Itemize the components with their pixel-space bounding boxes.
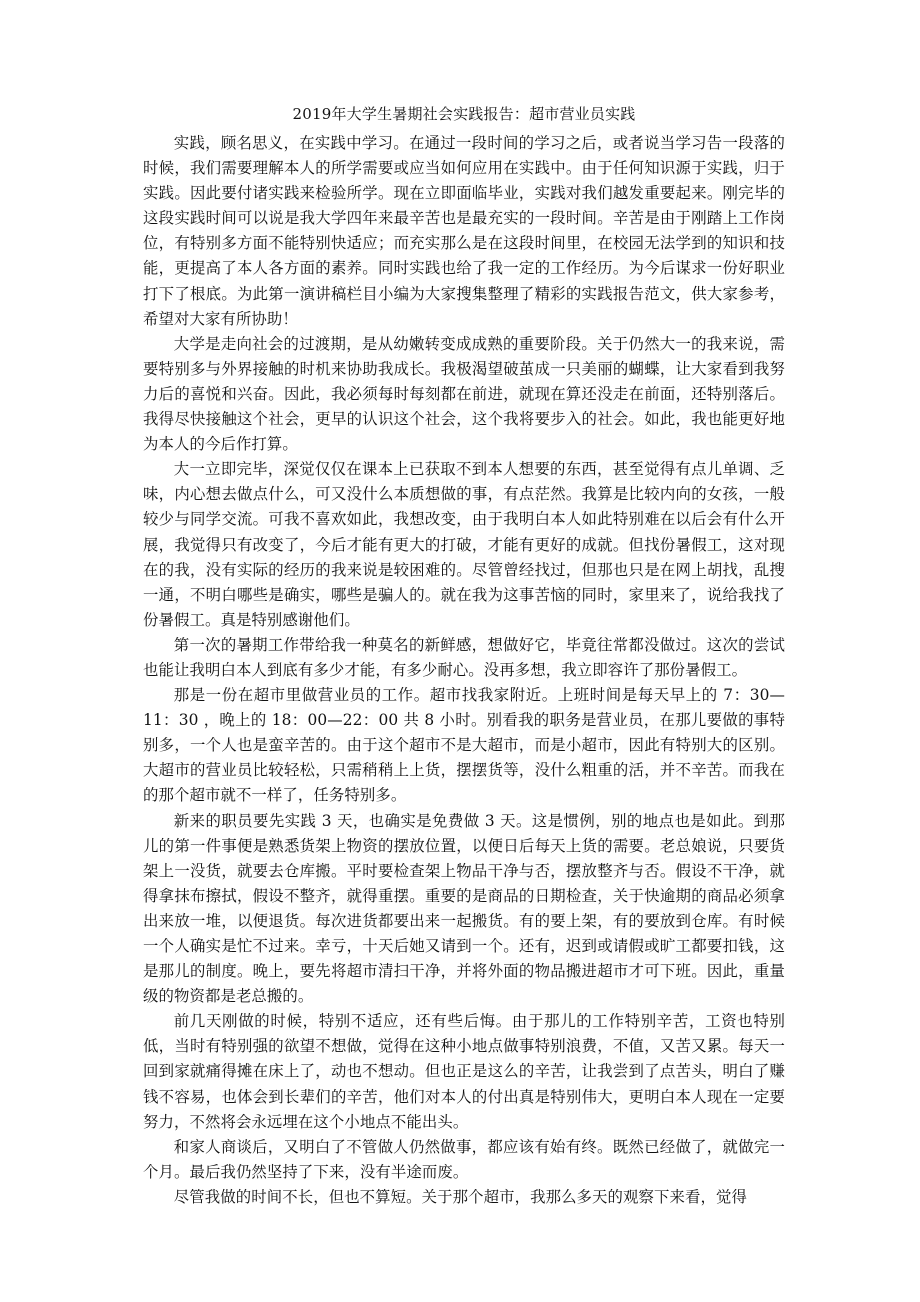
- document-title: 2019年大学生暑期社会实践报告：超市营业员实践: [292, 105, 636, 123]
- paragraph-8: 和家人商谈后，又明白了不管做人仍然做事，都应该有始有终。既然已经做了，就做完一个月。最后我仍然坚持了下来，没有半途而废。: [143, 1137, 785, 1181]
- paragraph-6: 新来的职员要先实践 3 天，也确实是免费做 3 天。这是惯例，别的地点也是如此。到那儿的第一件事便是熟悉货架上物资的摆放位置，以便日后每天上货的需要。老总娘说，只要货架上一没货，就要去仓库搬。平时要检查架上物品干净与否，摆放整齐与否。假设不干净，就得拿抹布擦拭，假设不整齐，就得重摆。重要的是商品的日期检查，关于快逾期的商品必须拿出来放一堆，以便退货。每次进货都要出来一起搬货。有的要上架，有的要放到仓库。有时候一个人确实是忙不过来。幸亏，十天后她又请到一个。还有，迟到或请假或旷工都要扣钱，这是那儿的制度。晚上，要先将超市清扫干净，并将外面的物品搬进超市才可下班。因此，重量级的物资都是老总搬的。: [143, 811, 785, 1006]
- paragraph-9: 尽管我做的时间不长，但也不算短。关于那个超市，我那么多天的观察下来看，觉得: [173, 1187, 747, 1206]
- document-page: [143, 104, 785, 1210]
- paragraph-3: 大一立即完毕，深觉仅仅在课本上已获取不到本人想要的东西，甚至觉得有点儿单调、乏味，内心想去做点什么，可又没什么本质想做的事，有点茫然。我算是比较内向的女孩，一般较少与同学交流。可我不喜欢如此，我想改变，由于我明白本人如此特别难在以后会有什么开展，我觉得只有改变了，今后才能有更大的打破，才能有更好的成就。但找份暑假工，这对现在的我，没有实际的经历的我来说是较困难的。尽管曾经找过，但那也只是在网上胡找，乱搜一通，不明白哪些是确实，哪些是骗人的。就在我为这事苦恼的同时，家里来了，说给我找了份暑假工。真是特别感谢他们。: [143, 460, 785, 629]
- paragraph-2: 大学是走向社会的过渡期，是从幼嫩转变成成熟的重要阶段。关于仍然大一的我来说，需要特别多与外界接触的时机来协助我成长。我极渴望破茧成一只美丽的蝴蝶，让大家看到我努力后的喜悦和兴奋。因此，我必须每时每刻都在前进，就现在算还没走在前面，还特别落后。我得尽快接触这个社会，更早的认识这个社会，这个我将要步入的社会。如此，我也能更好地为本人的今后作打算。: [143, 334, 785, 454]
- paragraph-1: 实践，顾名思义，在实践中学习。在通过一段时间的学习之后，或者说当学习告一段落的时候，我们需要理解本人的所学需要或应当如何应用在实践中。由于任何知识源于实践，归于实践。因此要付诸实践来检验所学。现在立即面临毕业，实践对我们越发重要起来。刚完毕的这段实践时间可以说是我大学四年来最辛苦也是最充实的一段时间。辛苦是由于刚踏上工作岗位，有特别多方面不能特别快适应；而充实那么是在这段时间里，在校园无法学到的知识和技能，更提高了本人各方面的素养。同时实践也给了我一定的工作经历。为今后谋求一份好职业打下了根底。为此第一演讲稿栏目小编为大家搜集整理了精彩的实践报告范文，供大家参考，希望对大家有所协助！: [143, 134, 785, 328]
- paragraph-4: 第一次的暑期工作带给我一种莫名的新鲜感，想做好它，毕竟往常都没做过。这次的尝试也能让我明白本人到底有多少才能，有多少耐心。没再多想，我立即容许了那份暑假工。: [143, 635, 785, 679]
- paragraph-7: 前几天刚做的时候，特别不适应，还有些后悔。由于那儿的工作特别辛苦，工资也特别低，当时有特别强的欲望不想做，觉得在这种小地点做事特别浪费，不值，又苦又累。每天一回到家就痛得摊在床上了，动也不想动。但也正是这么的辛苦，让我尝到了点苦头，明白了赚钱不容易，也体会到长辈们的辛苦，他们对本人的付出真是特别伟大，更明白本人现在一定要努力，不然将会永远埋在这个小地点不能出头。: [143, 1012, 785, 1131]
- document-body: [143, 131, 785, 1210]
- paragraph-5: 那是一份在超市里做营业员的工作。超市找我家附近。上班时间是每天早上的 7：30—11：30 ，晚上的 18：00—22：00 共 8 小时。别看我的职务是营业员，在那儿要做的事特别多，一个人也是蛮辛苦的。由于这个超市不是大超市，而是小超市，因此有特别大的区别。大超市的营业员比较轻松，只需稍稍上上货，摆摆货等，没什么粗重的活，并不辛苦。而我在的那个超市就不一样了，任务特别多。: [143, 686, 785, 805]
